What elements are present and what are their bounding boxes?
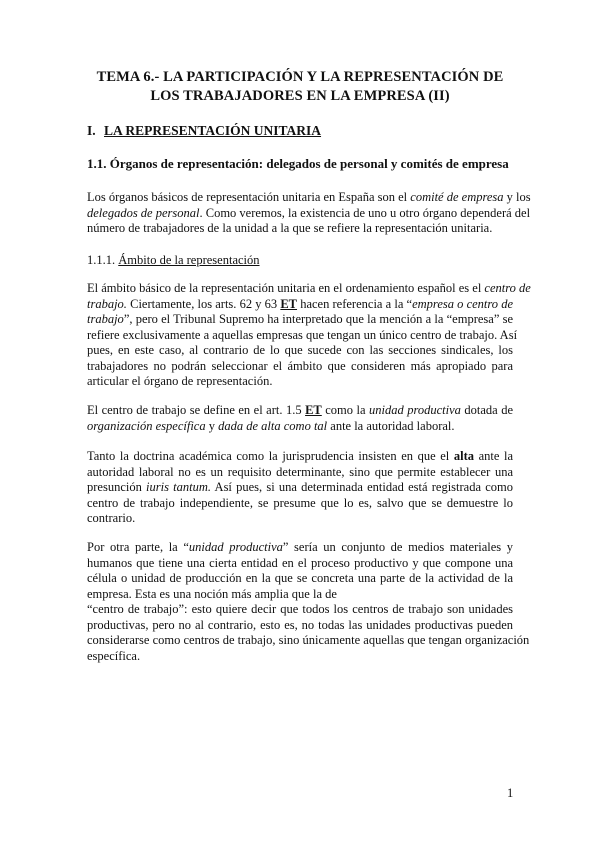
- subsubsection-title: Ámbito de la representación: [118, 253, 260, 267]
- paragraph-1: [87, 190, 531, 237]
- text-line: refiere exclusivamente a aquellas empresas que tengan un único centro de trabajo. Así: [87, 327, 518, 342]
- text-run: Ciertamente, los arts. 62 y 63: [126, 296, 281, 311]
- title-line-2: LOS TRABAJADORES EN LA EMPRESA (II): [150, 88, 450, 104]
- text-run-italic: dada de alta como tal: [218, 418, 328, 433]
- text-line: [87, 419, 513, 435]
- text-line: célula o unidad de producción en la que se concreta una parte de la actividad de la: [87, 571, 513, 585]
- text-line: [87, 221, 513, 237]
- text-run: y los: [503, 190, 531, 204]
- text-run: presunción: [87, 480, 147, 494]
- text-run-italic: empresa o centro de: [412, 296, 514, 311]
- text-line: empresa. Esta es una noción más amplia que la de: [87, 586, 337, 601]
- page-number: 1: [507, 786, 514, 800]
- text-run-italic: unidad productiva: [369, 403, 461, 417]
- text-run-bold: alta: [453, 449, 474, 463]
- text-line: [87, 449, 513, 465]
- paragraph-4: [87, 449, 513, 527]
- text-run-italic: unidad productiva: [188, 540, 283, 554]
- text-run: El centro de trabajo se define en el art. 1.5: [87, 403, 306, 417]
- text-run: número de trabajadores de la unidad a la que se refiere la representación unitaria.: [87, 221, 493, 235]
- text-run: Tanto la doctrina académica como la jurisprudencia insisten en que el: [87, 449, 454, 463]
- title-line-1: TEMA 6.- LA PARTICIPACIÓN Y LA REPRESENTACIÓN DE: [96, 69, 504, 85]
- text-line: humanos que tiene una cierta entidad en el proceso productivo y que compone una: [87, 555, 513, 570]
- text-line: [87, 312, 513, 328]
- text-run-italic: centro de: [484, 281, 531, 295]
- paragraph-2: [87, 281, 531, 390]
- text-line: autoridad laboral no es un requisito determinante, sino que permite establecer una: [87, 464, 513, 479]
- section-heading: [87, 123, 321, 139]
- text-run-italic: organización específica: [87, 418, 206, 433]
- text-line: productivas, pero no al contrario, esto es, no todas las unidades productivas pueden: [87, 617, 513, 632]
- subsubsection-number: 1.1.1.: [87, 253, 119, 267]
- text-run-italic: iuris tantum.: [146, 480, 212, 494]
- text-line: trabajadores no podrán seleccionar el ámbito que consideren más apropiado para: [87, 358, 513, 373]
- text-run: ” sería un conjunto de medios materiales y: [282, 540, 513, 554]
- text-line: [87, 297, 513, 313]
- text-run: hacen referencia a la “: [297, 296, 413, 311]
- text-line: contrario.: [87, 511, 136, 525]
- text-run: ante la: [473, 449, 514, 463]
- section-number: I.: [87, 123, 96, 138]
- text-line: [87, 281, 531, 297]
- text-line: específica.: [87, 648, 141, 663]
- text-run: El ámbito básico de la representación unitaria en el ordenamiento español es el: [87, 281, 485, 295]
- document-title: [60, 68, 540, 106]
- text-line: [87, 205, 531, 222]
- text-line: [87, 190, 531, 206]
- text-line: [87, 540, 513, 556]
- text-run-bold: ET: [305, 403, 322, 417]
- text-run: Así pues, si una determinada entidad está registrada como: [211, 480, 513, 494]
- text-run: Los órganos básicos de representación unitaria en España son el: [87, 190, 411, 204]
- text-run: ante la autoridad laboral.: [327, 418, 455, 433]
- text-run: y: [205, 418, 219, 433]
- text-run-italic: delegados de personal: [87, 205, 200, 220]
- subsubsection-heading: [87, 253, 260, 268]
- text-run-italic: trabajo.: [87, 296, 127, 311]
- text-line: articular el órgano de representación.: [87, 374, 273, 388]
- subsection-heading: 1.1. Órganos de representación: delegados de personal y comités de empresa: [87, 156, 509, 171]
- text-run-bold: ET: [280, 296, 298, 311]
- text-line: [87, 403, 513, 419]
- section-title: LA REPRESENTACIÓN UNITARIA: [104, 123, 322, 138]
- paragraph-3: [87, 403, 513, 434]
- text-run: . Como veremos, la existencia de uno u otro órgano dependerá del: [199, 205, 531, 220]
- text-run: Por otra parte, la “: [87, 540, 189, 554]
- text-run-italic: trabajo: [87, 312, 124, 326]
- text-run-italic: comité de empresa: [410, 190, 504, 204]
- text-line: centro de trabajo independiente, se presume que lo es, salvo que se demuestre lo: [87, 495, 513, 510]
- text-run: como la: [321, 403, 370, 417]
- text-line: “centro de trabajo”: esto quiere decir que todos los centros de trabajo son unidades: [87, 602, 513, 616]
- text-line: [87, 480, 513, 496]
- text-line: pues, en este caso, al contrario de lo que sucede con las secciones sindicales, los: [87, 343, 513, 357]
- paragraph-5: [87, 540, 530, 664]
- text-run: ”, pero el Tribunal Supremo ha interpretado que la mención a la “empresa” se: [123, 312, 513, 326]
- text-run: dotada de: [460, 403, 514, 417]
- text-line: considerarse como centros de trabajo, sino únicamente aquellas que tengan organización: [87, 633, 530, 647]
